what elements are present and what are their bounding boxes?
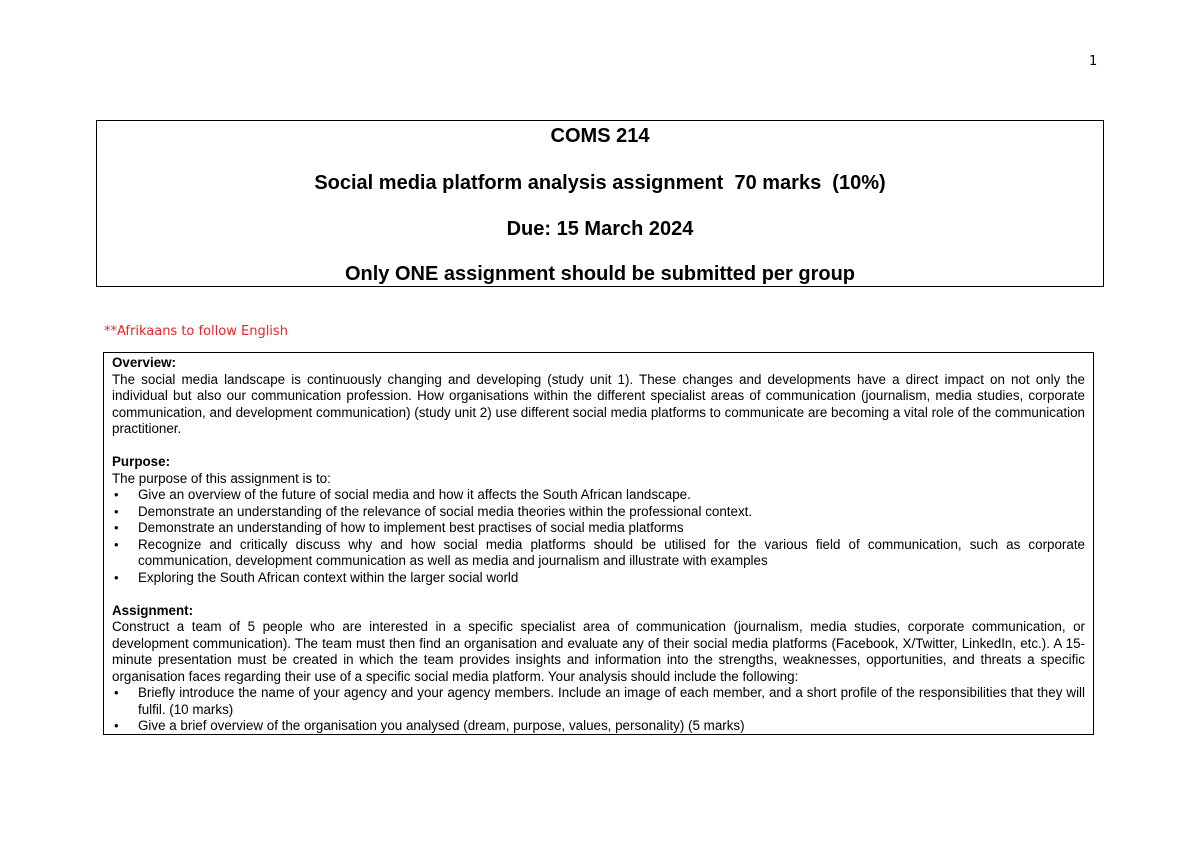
bullet-icon: • <box>114 503 119 519</box>
bullet-icon: • <box>114 718 119 733</box>
spacer <box>112 586 1085 603</box>
spacer <box>112 438 1085 455</box>
overview-text: The social media landscape is continuously changing and developing (study unit 1). These changes and developments have a direct impact on not only the individual but also our communication profession. How organisations within the different specialist areas of communication (journalism, media studies, corporate communication, and development communication) (study unit 2) use different social media platforms to communicate are becoming a vital role of the communication practitioner. <box>112 371 1085 436</box>
list-item <box>112 685 1085 718</box>
list-item-text: Demonstrate an understanding of the relevance of social media theories within the professional context. <box>138 503 753 519</box>
list-item-text: Briefly introduce the name of your agency and your agency members. Include an image of each member, and a short profile of the responsibilities that they will fulfil. (10 marks) <box>138 685 1085 717</box>
submission-note: Only ONE assignment should be submitted per group <box>344 263 856 285</box>
purpose-heading: Purpose: <box>112 454 171 469</box>
list-item-text: Give an overview of the future of social media and how it affects the South African landscape. <box>138 487 691 502</box>
title-box <box>96 120 1104 287</box>
assignment-heading: Assignment: <box>112 602 194 618</box>
list-item <box>112 718 1085 735</box>
list-item-text: Exploring the South African context within the larger social world <box>138 569 519 585</box>
list-item <box>112 487 1085 504</box>
list-item-text: Give a brief overview of the organisation you analysed (dream, purpose, values, personality) (5 marks) <box>138 718 745 733</box>
list-item-text: Recognize and critically discuss why and how social media platforms should be utilised for the various field of communication, such as corporate communication, development communication as well as media and journalism and illustrate with examples <box>138 536 1085 568</box>
content-box <box>103 352 1094 735</box>
bullet-icon: • <box>114 536 119 552</box>
assignment-text: Construct a team of 5 people who are interested in a specific specialist area of communication (journalism, media studies, corporate communication, or development communication). The team must then find an organisation and evaluate any of their social media platforms (Facebook, X/Twitter, LinkedIn, etc.). A 15-minute presentation must be created in which the team provides insights and information into the strengths, weaknesses, opportunities, and threats a specific organisation faces regarding their use of a specific social media platform. Your analysis should include the following: <box>112 619 1085 684</box>
list-item-text: Demonstrate an understanding of how to implement best practises of social media platforms <box>138 520 684 535</box>
assignment-title: Social media platform analysis assignment 70 marks (10%) <box>314 172 886 194</box>
list-item <box>112 520 1085 537</box>
list-item <box>112 504 1085 521</box>
due-date: Due: 15 March 2024 <box>506 218 694 240</box>
course-code: COMS 214 <box>550 125 650 147</box>
bullet-icon: • <box>114 520 119 535</box>
afrikaans-note: **Afrikaans to follow English <box>104 324 288 339</box>
overview-heading: Overview: <box>112 355 177 370</box>
page-number: 1 <box>1089 54 1098 69</box>
bullet-icon: • <box>114 685 119 700</box>
assignment-list <box>112 685 1085 735</box>
bullet-icon: • <box>114 569 119 585</box>
list-item <box>112 537 1085 570</box>
bullet-icon: • <box>114 487 119 502</box>
purpose-intro: The purpose of this assignment is to: <box>112 470 331 486</box>
purpose-list <box>112 487 1085 586</box>
list-item <box>112 570 1085 587</box>
